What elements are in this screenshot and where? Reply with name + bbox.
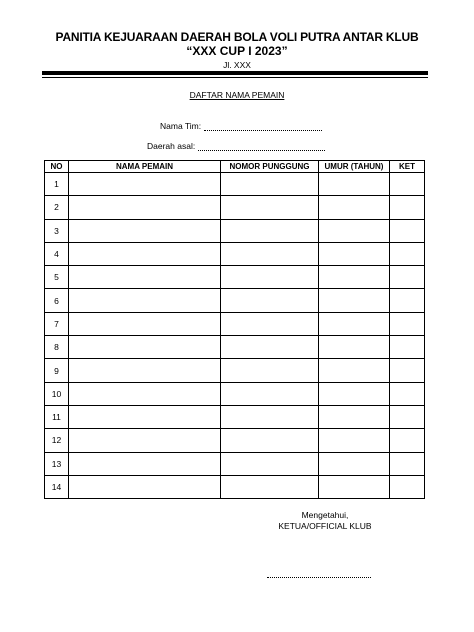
notes-cell[interactable] [390,475,425,498]
notes-cell[interactable] [390,219,425,242]
row-number: 14 [45,475,69,498]
notes-cell[interactable] [390,266,425,289]
age-cell[interactable] [319,336,390,359]
table-row [45,405,425,428]
address: Jl. XXX [223,60,251,70]
table-body [45,173,425,499]
player-name-cell[interactable] [69,429,221,452]
row-number: 1 [45,173,69,196]
age-cell[interactable] [319,405,390,428]
jersey-number-cell[interactable] [221,312,319,335]
table-header-row [45,161,425,173]
origin-label: Daerah asal: [147,141,196,151]
jersey-number-cell[interactable] [221,336,319,359]
document-title: DAFTAR NAMA PEMAIN [189,90,285,100]
row-number: 4 [45,242,69,265]
notes-cell[interactable] [390,196,425,219]
notes-cell[interactable] [390,242,425,265]
age-cell[interactable] [319,382,390,405]
table-row [45,382,425,405]
table-row [45,242,425,265]
player-name-cell[interactable] [69,405,221,428]
player-roster-table [44,160,425,499]
header-rule-thin [42,77,428,78]
event-title: “XXX CUP I 2023” [186,44,288,58]
header-notes: KET [390,161,425,173]
origin-field [147,141,325,151]
age-cell[interactable] [319,312,390,335]
jersey-number-cell[interactable] [221,359,319,382]
player-name-cell[interactable] [69,452,221,475]
notes-cell[interactable] [390,336,425,359]
age-cell[interactable] [319,173,390,196]
signature-line[interactable] [267,577,371,578]
table-row [45,429,425,452]
player-name-cell[interactable] [69,289,221,312]
table-row [45,336,425,359]
team-name-label: Nama Tim: [160,121,202,131]
notes-cell[interactable] [390,405,425,428]
notes-cell[interactable] [390,289,425,312]
row-number: 9 [45,359,69,382]
row-number: 10 [45,382,69,405]
jersey-number-cell[interactable] [221,429,319,452]
player-name-cell[interactable] [69,336,221,359]
age-cell[interactable] [319,266,390,289]
age-cell[interactable] [319,289,390,312]
player-name-cell[interactable] [69,312,221,335]
jersey-number-cell[interactable] [221,382,319,405]
table-row [45,359,425,382]
notes-cell[interactable] [390,359,425,382]
row-number: 12 [45,429,69,452]
notes-cell[interactable] [390,173,425,196]
row-number: 3 [45,219,69,242]
header-no: NO [45,161,69,173]
table-row [45,475,425,498]
row-number: 13 [45,452,69,475]
table-row [45,196,425,219]
signatory-role: KETUA/OFFICIAL KLUB [278,521,372,531]
jersey-number-cell[interactable] [221,242,319,265]
jersey-number-cell[interactable] [221,452,319,475]
committee-title: PANITIA KEJUARAAN DAERAH BOLA VOLI PUTRA ANTAR KLUB [55,30,419,44]
age-cell[interactable] [319,359,390,382]
row-number: 11 [45,405,69,428]
table-row [45,173,425,196]
row-number: 2 [45,196,69,219]
player-name-cell[interactable] [69,359,221,382]
notes-cell[interactable] [390,312,425,335]
player-name-cell[interactable] [69,242,221,265]
origin-blank[interactable] [198,142,325,151]
table-row [45,219,425,242]
player-name-cell[interactable] [69,382,221,405]
jersey-number-cell[interactable] [221,289,319,312]
row-number: 6 [45,289,69,312]
document-header [0,30,474,71]
team-name-blank[interactable] [204,122,322,131]
notes-cell[interactable] [390,452,425,475]
jersey-number-cell[interactable] [221,196,319,219]
player-name-cell[interactable] [69,219,221,242]
jersey-number-cell[interactable] [221,405,319,428]
header-rule-thick [42,71,428,75]
table-row [45,266,425,289]
age-cell[interactable] [319,429,390,452]
table-row [45,452,425,475]
notes-cell[interactable] [390,429,425,452]
player-name-cell[interactable] [69,266,221,289]
jersey-number-cell[interactable] [221,173,319,196]
jersey-number-cell[interactable] [221,219,319,242]
header-jersey-number: NOMOR PUNGGUNG [221,161,319,173]
row-number: 8 [45,336,69,359]
age-cell[interactable] [319,196,390,219]
age-cell[interactable] [319,219,390,242]
jersey-number-cell[interactable] [221,475,319,498]
acknowledged-label: Mengetahui, [301,510,349,520]
age-cell[interactable] [319,452,390,475]
age-cell[interactable] [319,242,390,265]
row-number: 7 [45,312,69,335]
age-cell[interactable] [319,475,390,498]
table-row [45,312,425,335]
table-row [45,289,425,312]
jersey-number-cell[interactable] [221,266,319,289]
row-number: 5 [45,266,69,289]
player-name-cell[interactable] [69,196,221,219]
team-name-field [160,121,322,131]
header-age: UMUR (TAHUN) [319,161,390,173]
player-name-cell[interactable] [69,475,221,498]
player-name-cell[interactable] [69,173,221,196]
header-player-name: NAMA PEMAIN [69,161,221,173]
notes-cell[interactable] [390,382,425,405]
